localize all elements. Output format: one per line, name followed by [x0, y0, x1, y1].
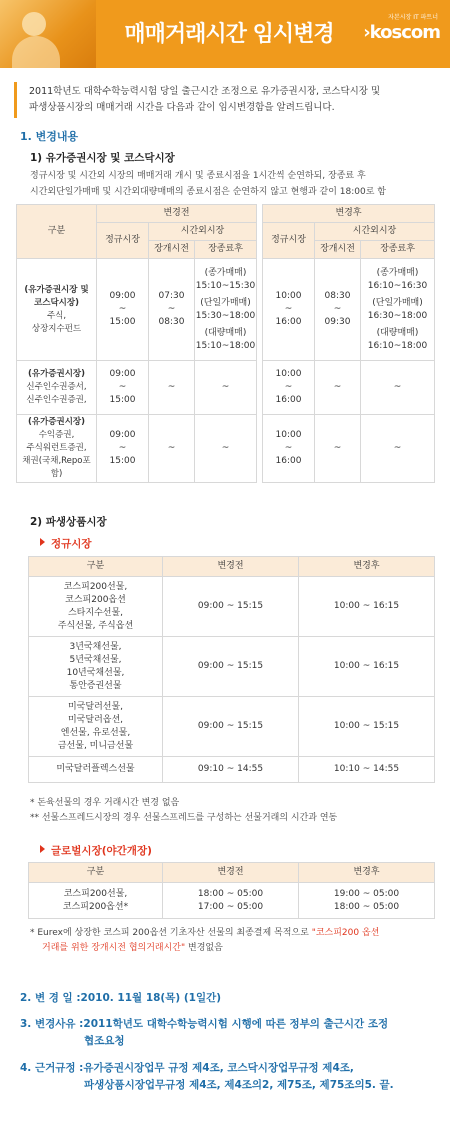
arrow-right-icon	[40, 538, 45, 546]
table-row: 미국달러선물, 미국달러옵션, 엔선물, 유로선물, 금선물, 미니금선물 09:00 ~ 15:15 10:00 ~ 15:15	[29, 697, 435, 757]
koscom-slogan: 자본시장 IT 파트너	[388, 14, 438, 21]
table-row: 3년국채선물, 5년국채선물, 10년국채선물, 통안증권선물 09:00 ~ 15:15 10:00 ~ 16:15	[29, 637, 435, 697]
stock-market-description: 정규시장 및 시간외 시장의 매매거래 개시 및 종료시점을 1시간씩 순연하되, 장종료 후 시간외단일가매매 및 시간외대량매매의 종료시점은 순연하지 않고 현행과 같이 18:00로 함	[30, 171, 386, 197]
table-row: (유가증권시장) 신주인수권증서, 신주인수권증권, 09:00 ~ 15:00 ~ ~ 10:00 ~ 16:00 ~ ~	[17, 361, 435, 415]
header-after: 변경후	[299, 863, 435, 883]
subheading-regular-market: 정규시장	[40, 536, 92, 551]
table-row: 미국달러플렉스선물 09:10 ~ 14:55 10:10 ~ 14:55	[29, 757, 435, 783]
arrow-right-icon	[40, 845, 45, 853]
change-date: 2. 변 경 일 :2010. 11월 18(목) (1일간)	[20, 992, 222, 1004]
derivatives-notes: * 돈육선물의 경우 거래시간 변경 없음 ** 선물스프레드시장의 경우 선물스프레드를 구성하는 선물거래의 시간과 연동	[30, 798, 338, 823]
subheading-derivatives: 2) 파생상품시장	[30, 516, 107, 528]
subheading-global-market: 글로벌시장(야간개장)	[40, 843, 152, 858]
intro-text: 2011학년도 대학수학능력시험 당일 출근시간 조정으로 유가증권시장, 코스닥시장 및 파생상품시장의 매매거래 시간을 다음과 같이 임시변경함을 알려드립니다.	[14, 82, 436, 118]
table-row: 코스피200선물, 코스피200옵션 스타지수선물, 주식선물, 주식옵션 09:00 ~ 15:15 10:00 ~ 16:15	[29, 577, 435, 637]
row-label: (유가증권시장 및 코스닥시장) 주식, 상장지수펀드	[17, 259, 97, 361]
stock-hours-table	[16, 204, 435, 483]
header-post-before: 장종료후	[195, 241, 257, 259]
header-before: 변경전	[97, 205, 257, 223]
header-afterhours-before: 시간외시장	[149, 223, 257, 241]
header-before: 변경전	[163, 863, 299, 883]
header-after: 변경후	[299, 557, 435, 577]
table-row: (유가증권시장 및 코스닥시장) 주식, 상장지수펀드 09:00 ~ 15:00 07:30 ~ 08:30 (종가매매) 15:10~15:30 (단일가매매) 15:30~18:00 (대량매매) 15:10~18:00 10:00 ~ 16:00 08:30 ~ 09:30 (종가매매) 16:10~16:30 (단일가매매) 16:30~18:00 (대량매매) 16:10~18:00	[17, 259, 435, 361]
derivatives-regular-table	[28, 556, 435, 783]
koscom-logo[interactable]: ›koscom	[363, 22, 440, 43]
header-category: 구분	[29, 863, 163, 883]
subheading-stock-kosdaq: 1) 유가증권시장 및 코스닥시장	[30, 152, 175, 164]
row-label: (유가증권시장) 수익증권, 주식워런트증권, 채권(국채,Repo포함)	[17, 415, 97, 483]
change-reason: 3. 변경사유 :2011학년도 대학수학능력시험 시행에 따른 정부의 출근시간 조정 협조요청	[20, 1018, 389, 1047]
header-pre-after: 장개시전	[315, 241, 361, 259]
row-label: (유가증권시장) 신주인수권증서, 신주인수권증권,	[17, 361, 97, 415]
section-heading-changes: 1. 변경내용	[20, 130, 79, 143]
header-afterhours-after: 시간외시장	[315, 223, 435, 241]
legal-basis: 4. 근거규정 :유가증권시장업무 규정 제4조, 코스닥시장업무규정 제4조, 파생상품시장업무규정 제4조, 제4조의2, 제75조, 제75조의5. 끝.	[20, 1062, 394, 1091]
page-title: 매매거래시간 임시변경	[124, 22, 334, 47]
banner-photo	[0, 0, 96, 68]
header-after: 변경후	[263, 205, 435, 223]
header-regular-after: 정규시장	[263, 223, 315, 259]
header-category: 구분	[29, 557, 163, 577]
header-pre-before: 장개시전	[149, 241, 195, 259]
header-category: 구분	[17, 205, 97, 259]
header-banner	[0, 0, 450, 68]
table-row: 코스피200선물, 코스피200옵션* 18:00 ~ 05:00 17:00 ~ 05:00 19:00 ~ 05:00 18:00 ~ 05:00	[29, 883, 435, 919]
header-regular-before: 정규시장	[97, 223, 149, 259]
table-row: (유가증권시장) 수익증권, 주식워런트증권, 채권(국채,Repo포함) 09:00 ~ 15:00 ~ ~ 10:00 ~ 16:00 ~ ~	[17, 415, 435, 483]
header-before: 변경전	[163, 557, 299, 577]
global-market-table	[28, 862, 435, 919]
eurex-note: * Eurex에 상장한 코스피 200옵션 기초자산 선물의 최종결제 목적으로 "코스피200 옵션 거래를 위한 장개시전 협의거래시간" 변경없음	[30, 928, 380, 953]
header-post-after: 장종료후	[361, 241, 435, 259]
